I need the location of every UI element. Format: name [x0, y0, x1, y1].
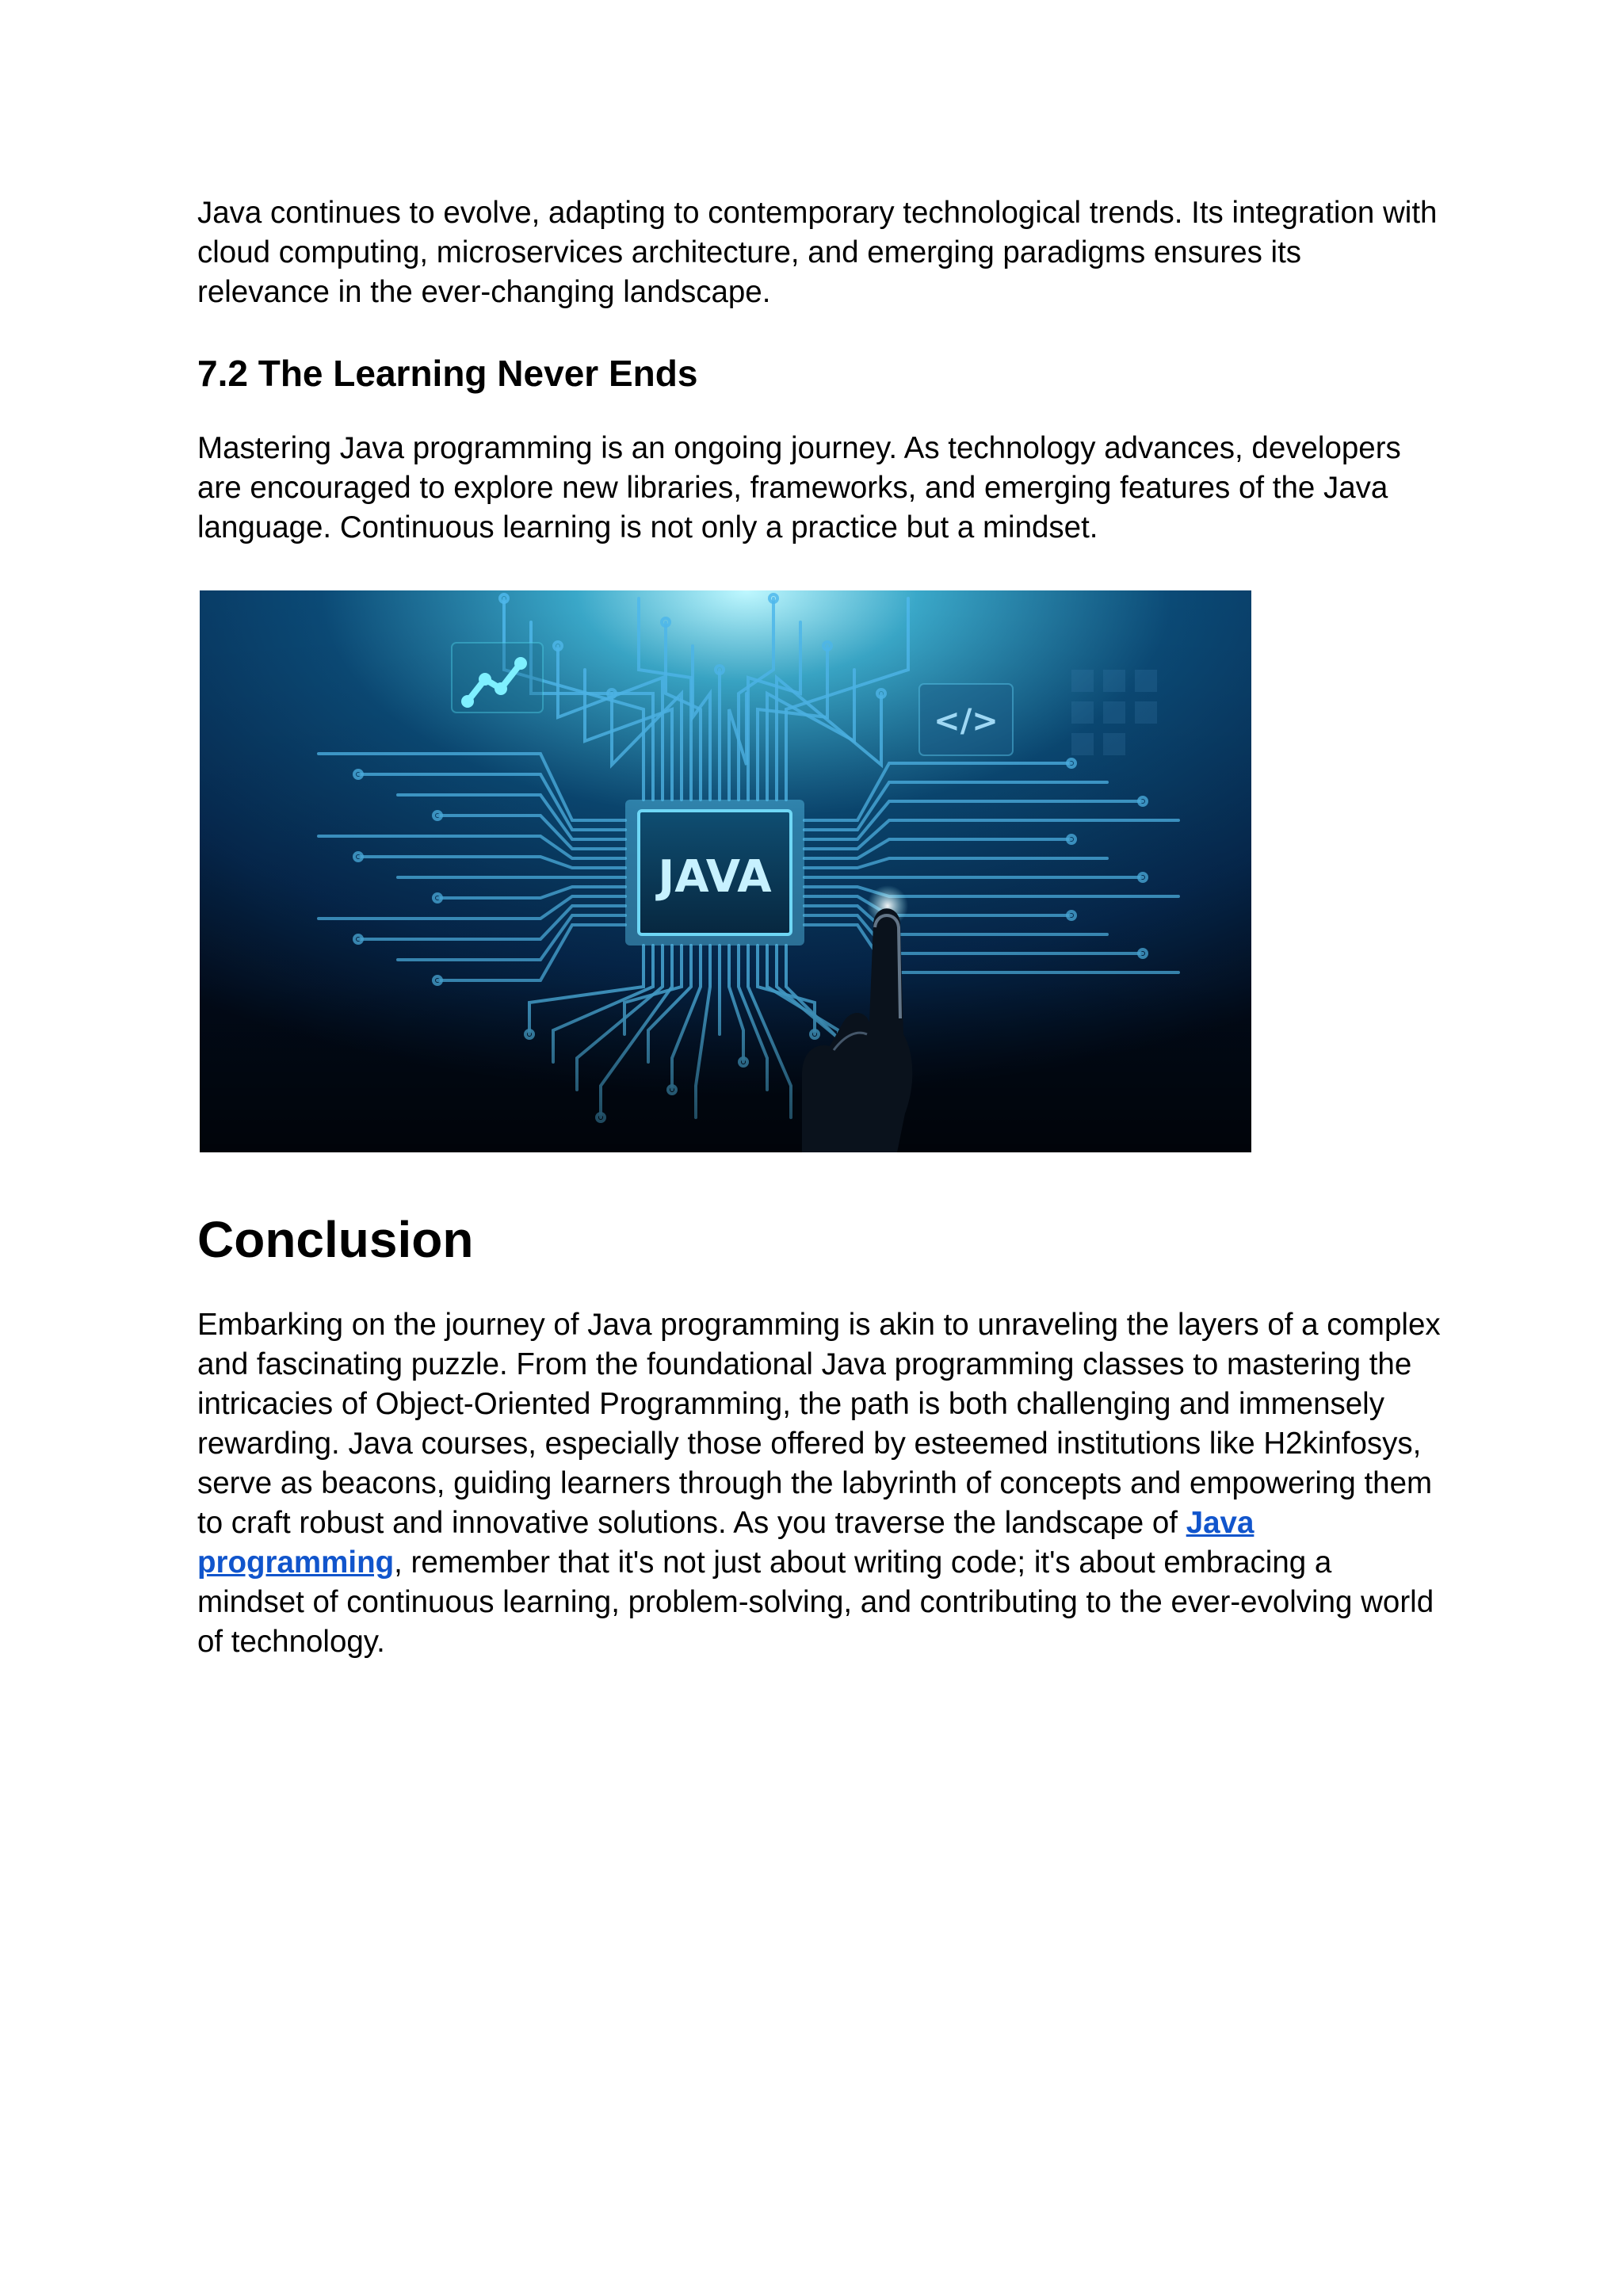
conclusion-paragraph — [197, 1305, 1442, 1662]
java-chip — [625, 800, 804, 946]
line-chart-icon — [452, 643, 543, 712]
java-circuit-illustration — [200, 590, 1251, 1152]
java-programming-link[interactable]: Java programming — [197, 1506, 1254, 1580]
intro-paragraph: Java continues to evolve, adapting to contemporary technological trends. Its integration with cloud computing, microservices architecture, and emerging paradigms ensures its relevance in the ever-changing landscape. — [197, 196, 1438, 309]
code-brackets-icon — [919, 684, 1013, 755]
java-circuit-image — [200, 590, 1251, 1152]
learning-paragraph: Mastering Java programming is an ongoing journey. As technology advances, developers are encouraged to explore new libraries, frameworks, and emerging features of the Java language. Continuous learning is not only a practice but a mindset. — [197, 431, 1401, 544]
conclusion-heading: Conclusion — [197, 1211, 474, 1268]
chip-label: JAVA — [658, 851, 772, 903]
conclusion-text-after-link: , remember that it's not just about writing code; it's about embracing a mindset of continuous learning, problem-solving, and contributing to the ever-evolving world of technology. — [197, 1545, 1434, 1659]
svg-text:</>: </> — [934, 703, 999, 739]
conclusion-text-before-link: Embarking on the journey of Java programming is akin to unraveling the layers of a complex and fascinating puzzle. From the foundational Java programming classes to mastering the intricacies of Object-Oriented Programming, the path is both challenging and immensely rewarding. Java courses, especially those offered by esteemed institutions like H2kinfosys, serve as beacons, guiding learners through the labyrinth of concepts and empowering them to craft robust and innovative solutions. As you traverse the landscape of — [197, 1308, 1441, 1540]
section-heading-7-2: 7.2 The Learning Never Ends — [197, 353, 698, 394]
